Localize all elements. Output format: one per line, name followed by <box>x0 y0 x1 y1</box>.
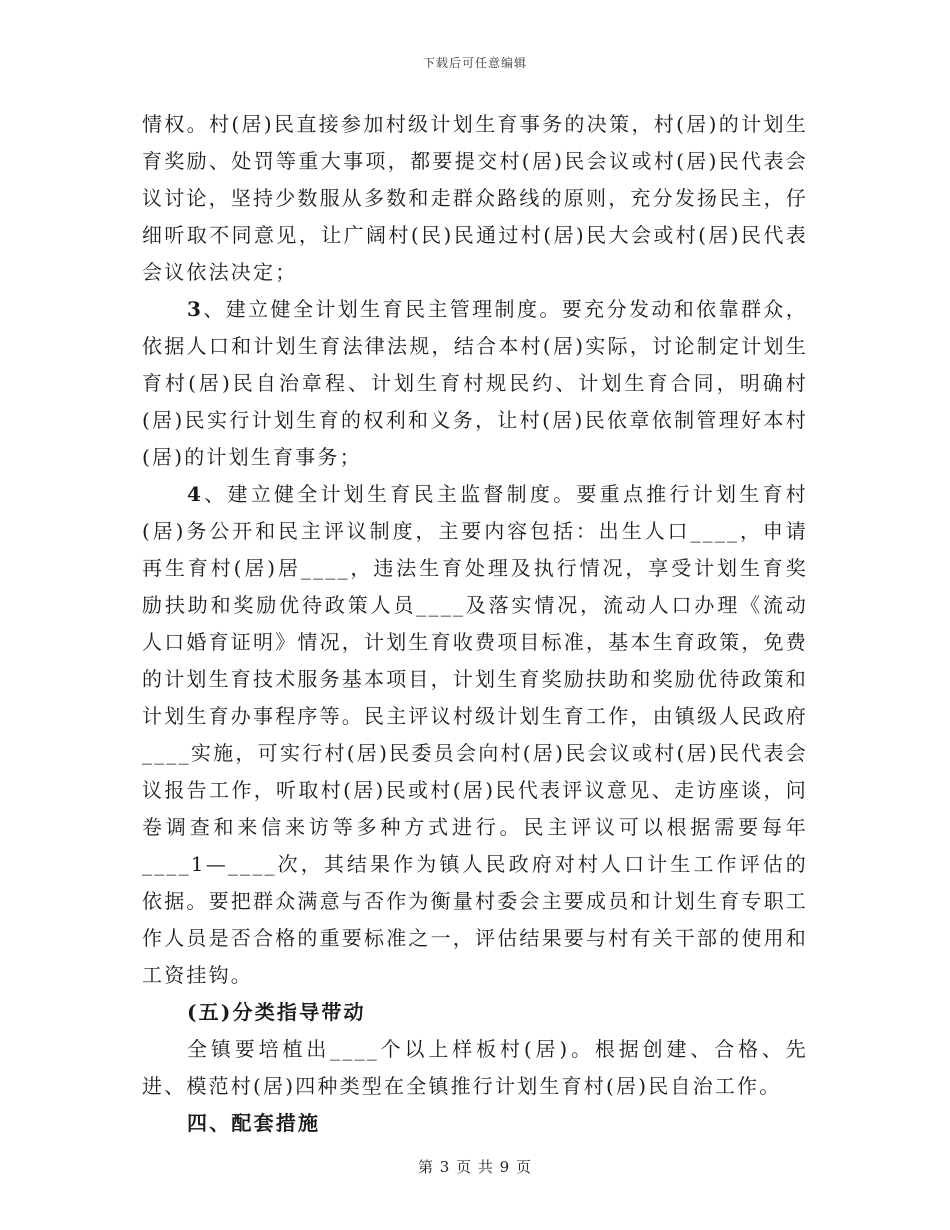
section-heading-measures: 四、配套措施 <box>187 1111 321 1135</box>
paragraph-item-3 <box>142 291 808 476</box>
page-number: 第 3 页 共 9 页 <box>418 1158 532 1176</box>
item-text: 、建立健全计划生育民主监督制度。要重点推行计划生育村(居)务公开和民主评议制度，主要内容包括：出生人口____，申请再生育村(居)居____，违法生育处理及执行情况，享受计划生育奖励扶助和奖励优待政策人员____及落实情况，流动人口办理《流动人口婚育证明》情况，计划生育收费项目标准，基本生育政策，免费的计划生育技术服务基本项目，计划生育奖励扶助和奖励优待政策和计划生育办事程序等。民主评议村级计划生育工作，由镇级人民政府____实施，可实行村(居)民委员会向村(居)民会议或村(居)民代表会议报告工作，听取村(居)民或村(居)民代表评议意见、走访座谈，问卷调查和来信来访等多种方式进行。民主评议可以根据需要每年____1—____次，其结果作为镇人民政府对村人口计生工作评估的依据。要把群众满意与否作为衡量村委会主要成员和计划生育专职工作人员是否合格的重要标准之一，评估结果要与村有关干部的使用和工资挂钩。 <box>142 482 808 987</box>
page-header-note: 下载后可任意编辑 <box>422 56 527 70</box>
item-number: 4 <box>187 482 204 506</box>
paragraph-continued: 情权。村(居)民直接参加村级计划生育事务的决策，村(居)的计划生育奖励、处罚等重大事项，都要提交村(居)民会议或村(居)民代表会议讨论，坚持少数服从多数和走群众路线的原则，充分发扬民主，仔细听取不同意见，让广阔村(民)民通过村(居)民大会或村(居)民代表会议依法决定； <box>142 112 808 284</box>
paragraph-item-4 <box>142 476 808 994</box>
document-body <box>142 106 808 1142</box>
section-heading-classification: (五)分类指导带动 <box>187 1000 366 1024</box>
item-text: 、建立健全计划生育民主管理制度。要充分发动和依靠群众，依据人口和计划生育法律法规，结合本村(居)实际，讨论制定计划生育村(居)民自治章程、计划生育村规民约、计划生育合同，明确村(居)民实行计划生育的权利和义务，让村(居)民依章依制管理好本村(居)的计划生育事务； <box>142 297 808 469</box>
item-number: 3 <box>187 297 204 321</box>
paragraph-model-villages: 全镇要培植出____个以上样板村(居)。根据创建、合格、先进、模范村(居)四种类型在全镇推行计划生育村(居)民自治工作。 <box>142 1037 808 1098</box>
